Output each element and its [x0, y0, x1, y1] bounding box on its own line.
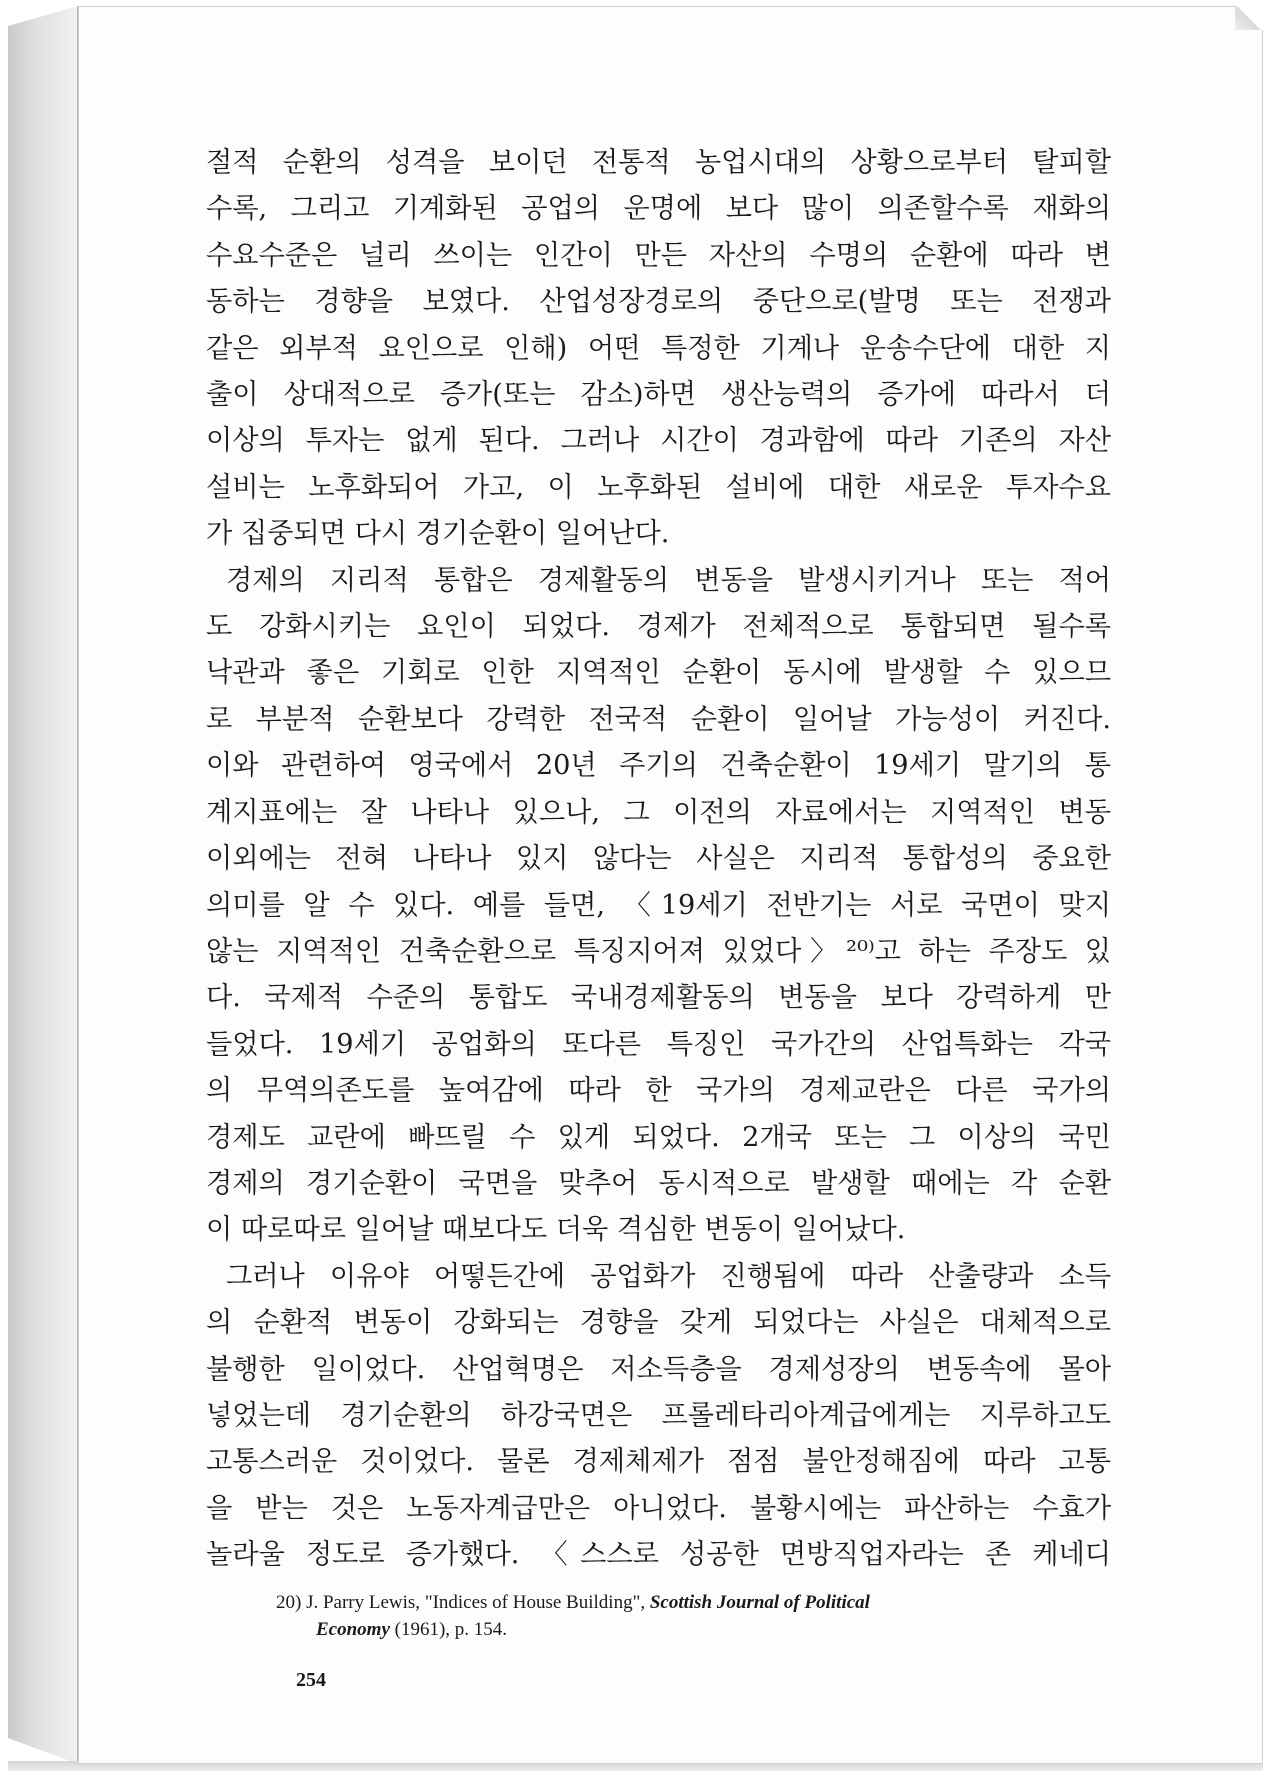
text-line: 설비는 노후화되어 가고, 이 노후화된 설비에 대한 새로운 투자수요: [206, 471, 1111, 503]
paragraph-2: [206, 558, 1111, 1254]
text-line: 않는 지역적인 건축순환으로 특징지어져 있었다〉²⁰⁾고 하는 주장도 있: [206, 935, 1111, 967]
body-text: [206, 140, 1111, 1579]
text-line: 들었다. 19세기 공업화의 또다른 특징인 국가간의 산업특화는 각국: [206, 1028, 1111, 1060]
text-line: 다. 국제적 수준의 통합도 국내경제활동의 변동을 보다 강력하게 만: [206, 982, 1111, 1014]
text-line: 불행한 일이었다. 산업혁명은 저소득층을 경제성장의 변동속에 몰아: [206, 1353, 1111, 1385]
text-line: 절적 순환의 성격을 보이던 전통적 농업시대의 상황으로부터 탈피할: [206, 147, 1111, 178]
text-line: 경제도 교란에 빠뜨릴 수 있게 되었다. 2개국 또는 그 이상의 국민: [206, 1121, 1111, 1153]
footnote: [276, 1589, 1106, 1643]
text-line: 이 따로따로 일어날 때보다도 더욱 격심한 변동이 일어났다.: [206, 1214, 906, 1246]
text-line: 같은 외부적 요인으로 인해) 어떤 특정한 기계나 운송수단에 대한 지: [206, 332, 1111, 364]
text-line: 경제의 경기순환이 국면을 맞추어 동시적으로 발생할 때에는 각 순환: [206, 1167, 1111, 1199]
footnote-journal-cont: Economy: [316, 1619, 390, 1640]
text-line: 넣었는데 경기순환의 하강국면은 프롤레타리아계급에게는 지루하고도: [206, 1399, 1111, 1431]
text-line: 낙관과 좋은 기회로 인한 지역적인 순환이 동시에 발생할 수 있으므: [206, 657, 1111, 689]
text-line: 가 집중되면 다시 경기순환이 일어난다.: [206, 518, 670, 550]
text-line: 도 강화시키는 요인이 되었다. 경제가 전체적으로 통합되면 될수록: [206, 611, 1111, 643]
paragraph-3: [206, 1254, 1111, 1579]
text-line: 고통스러운 것이었다. 물론 경제체제가 점점 불안정해짐에 따라 고통: [206, 1446, 1111, 1478]
text-line: 놀라울 정도로 증가했다. 〈스스로 성공한 면방직업자라는 존 케네디: [206, 1539, 1111, 1571]
footnote-details: (1961), p. 154.: [394, 1619, 508, 1640]
footnote-number: 20): [276, 1592, 302, 1613]
text-line: 이외에는 전혀 나타나 있지 않다는 사실은 지리적 통합성의 중요한: [206, 843, 1111, 875]
footnote-author: J. Parry Lewis,: [306, 1592, 421, 1613]
text-line: 동하는 경향을 보였다. 산업성장경로의 중단으로(발명 또는 전쟁과: [206, 286, 1111, 318]
footnote-title: "Indices of House Building",: [424, 1592, 646, 1613]
text-line: 의 무역의존도를 높여감에 따라 한 국가의 경제교란은 다른 국가의: [206, 1075, 1111, 1107]
text-line: 을 받는 것은 노동자계급만은 아니었다. 불황시에는 파산하는 수효가: [206, 1492, 1111, 1524]
page-corner: [1235, 6, 1263, 30]
footnote-journal: Scottish Journal of Political: [649, 1592, 870, 1613]
text-line: 이상의 투자는 없게 된다. 그러나 시간이 경과함에 따라 기존의 자산: [206, 425, 1111, 457]
book-spine: [8, 6, 78, 1764]
text-line: 의 순환적 변동이 강화되는 경향을 갖게 되었다는 사실은 대체적으로: [206, 1307, 1111, 1339]
page-number: 254: [296, 1669, 326, 1691]
text-line: 이와 관련하여 영국에서 20년 주기의 건축순환이 19세기 말기의 통: [206, 750, 1111, 782]
text-line: 수요수준은 널리 쓰이는 인간이 만든 자산의 수명의 순환에 따라 변: [206, 239, 1111, 271]
text-line: 로 부분적 순환보다 강력한 전국적 순환이 일어날 가능성이 커진다.: [206, 703, 1111, 735]
text-line: 그러나 이유야 어떻든간에 공업화가 진행됨에 따라 산출량과 소득: [226, 1260, 1111, 1292]
paragraph-1: [206, 140, 1111, 558]
text-line: 경제의 지리적 통합은 경제활동의 변동을 발생시키거나 또는 적어: [226, 564, 1111, 596]
text-line: 의미를 알 수 있다. 예를 들면, 〈19세기 전반기는 서로 국면이 맞지: [206, 889, 1111, 921]
text-line: 계지표에는 잘 나타나 있으나, 그 이전의 자료에서는 지역적인 변동: [206, 796, 1111, 828]
text-line: 수록, 그리고 기계화된 공업의 운명에 보다 많이 의존할수록 재화의: [206, 193, 1111, 225]
text-line: 출이 상대적으로 증가(또는 감소)하면 생산능력의 증가에 따라서 더: [206, 379, 1111, 411]
